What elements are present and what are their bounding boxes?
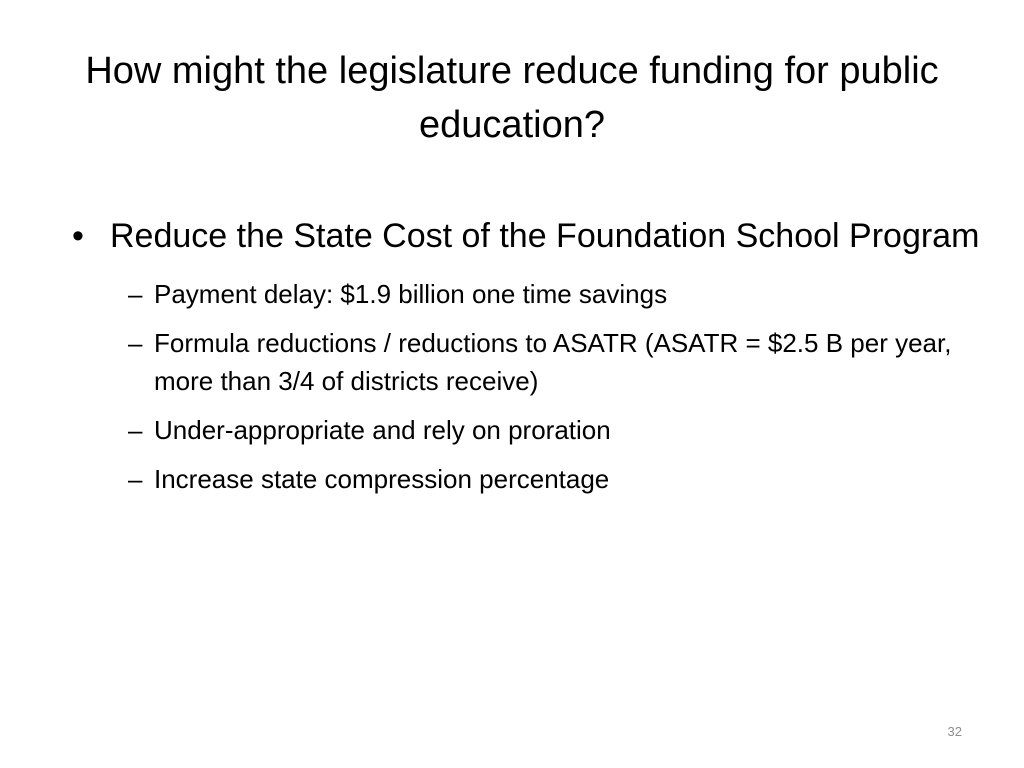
sub-bullet-item xyxy=(128,460,1012,498)
bullet-marker: • xyxy=(72,217,84,255)
bullet-text: Reduce the State Cost of the Foundation School Program xyxy=(110,217,980,255)
sub-bullet-marker: – xyxy=(128,464,143,494)
sub-bullet-list xyxy=(72,275,1012,498)
sub-bullet-text: Increase state compression percentage xyxy=(154,464,610,494)
slide-content xyxy=(72,212,1012,509)
slide-title: How might the legislature reduce funding for public education? xyxy=(85,50,939,146)
sub-bullet-marker: – xyxy=(128,415,143,445)
sub-bullet-item xyxy=(128,324,1012,400)
sub-bullet-marker: – xyxy=(128,279,143,309)
bullet-item xyxy=(72,212,1012,261)
sub-bullet-text: Payment delay: $1.9 billion one time savings xyxy=(154,279,668,309)
slide-number: 32 xyxy=(947,724,962,739)
sub-bullet-text: Under-appropriate and rely on proration xyxy=(154,415,611,445)
sub-bullet-item xyxy=(128,411,1012,449)
sub-bullet-item xyxy=(128,275,1012,313)
sub-bullet-marker: – xyxy=(128,328,143,358)
sub-bullet-text: Formula reductions / reductions to ASATR (ASATR = $2.5 B per year, more than 3/4 of districts receive) xyxy=(154,328,952,396)
